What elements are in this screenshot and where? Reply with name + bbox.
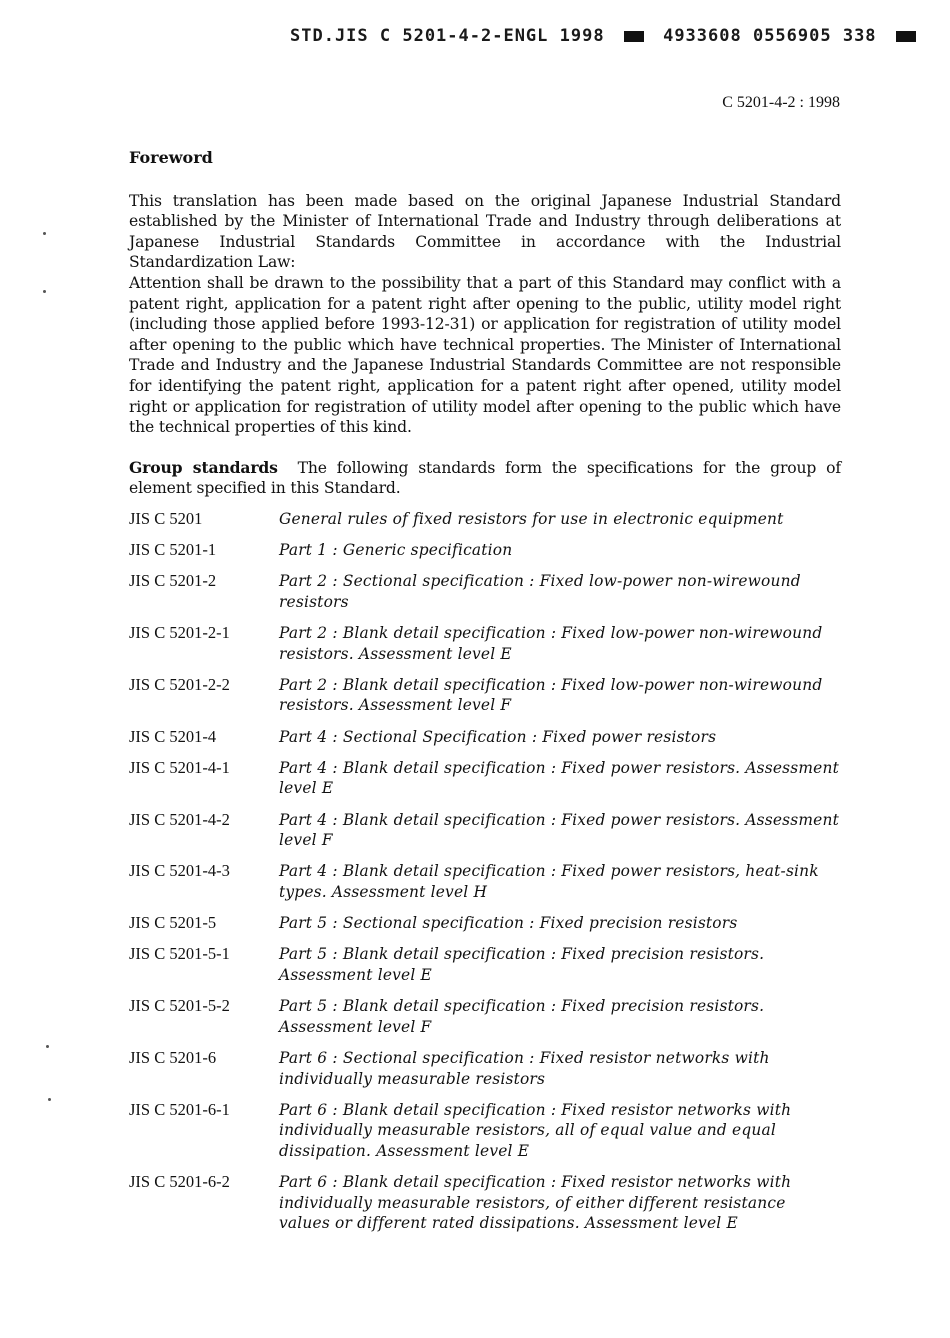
standard-code: JIS C 5201-2-1 [129, 623, 230, 643]
standard-code: JIS C 5201-5-2 [129, 996, 230, 1016]
group-standards-intro [129, 458, 841, 499]
standard-row [129, 509, 841, 530]
standard-title: Part 6 : Blank detail specification : Fixed resistor networks with individually measurable resistors, of either different resistance values or different rated dissipations. Assessment level E [279, 1173, 792, 1233]
standard-code: JIS C 5201-2 [129, 571, 217, 591]
standard-title: Part 4 : Sectional Specification : Fixed power resistors [279, 727, 717, 746]
standard-title: Part 6 : Blank detail specification : Fixed resistor networks with individually measurable resistors, all of equal value and equal dissipation. Assessment level E [279, 1100, 792, 1160]
foreword-paragraph-patent: Attention shall be drawn to the possibility that a part of this Standard may conflict with a patent right, application for a patent right after opening to the public, utility model right (including those applied before 1993-12-31) or application for registration of utility model after opening to the public which have technical properties. The Minister of International Trade and Industry and the Japanese Industrial Standards Committee are not responsible for identifying the patent right, application for a patent right after opened, utility model right or application for registration of utility model after opening to the public which have the technical properties of this kind. [129, 273, 841, 437]
group-standards-intro-text: The following standards form the specifications for the group of element specified in this Standard. [129, 458, 841, 498]
group-standards-label: Group standards [129, 457, 278, 477]
scan-speck [43, 290, 46, 293]
standard-title: Part 4 : Blank detail specification : Fixed power resistors. Assessment level F [279, 810, 839, 850]
standard-title: Part 5 : Blank detail specification : Fixed precision resistors. Assessment level F [279, 997, 765, 1036]
standard-code: JIS C 5201-4-2 [129, 809, 230, 829]
stamp-bar-mark [624, 31, 644, 42]
standard-title: Part 1 : Generic specification [279, 541, 513, 560]
standard-title: Part 2 : Blank detail specification : Fixed low-power non-wirewound resistors. Assessment level F [279, 675, 823, 715]
page-content [129, 148, 841, 1244]
standard-code: JIS C 5201-6 [129, 1047, 217, 1067]
standard-row [129, 758, 841, 799]
standard-title: Part 2 : Blank detail specification : Fixed low-power non-wirewound resistors. Assessment level E [279, 624, 823, 663]
standard-title: Part 5 : Blank detail specification : Fixed precision resistors. Assessment level E [279, 945, 765, 984]
standard-row [129, 1172, 841, 1234]
standard-row [129, 861, 841, 902]
standard-row [129, 675, 841, 716]
standard-row [129, 996, 841, 1037]
foreword-heading: Foreword [129, 148, 213, 167]
standard-row [129, 1048, 841, 1089]
scan-speck [46, 1045, 49, 1048]
standard-row [129, 1100, 841, 1162]
foreword-paragraph-translation: This translation has been made based on the original Japanese Industrial Standard established by the Minister of International Trade and Industry through deliberations at Japanese Industrial Standards Committee in accordance with the Industrial Standardization Law: [129, 191, 841, 272]
standard-row [129, 540, 841, 561]
standard-row [129, 810, 841, 851]
standard-code: JIS C 5201-2-2 [129, 674, 230, 694]
scan-speck [43, 232, 46, 235]
standard-code: JIS C 5201-5-1 [129, 944, 230, 964]
standard-row [129, 727, 841, 748]
standard-title: Part 4 : Blank detail specification : Fixed power resistors. Assessment level E [279, 758, 839, 798]
standard-code: JIS C 5201-4-1 [129, 757, 230, 777]
scan-speck [48, 1098, 51, 1101]
standard-row [129, 944, 841, 985]
standard-code: JIS C 5201-6-1 [129, 1099, 230, 1119]
scan-header-stamp [290, 26, 924, 46]
standards-list [129, 509, 841, 1234]
document-id: C 5201-4-2 : 1998 [722, 94, 840, 111]
standard-code: JIS C 5201-6-2 [129, 1172, 230, 1192]
standard-code: JIS C 5201-5 [129, 913, 217, 933]
standard-code: JIS C 5201 [129, 508, 203, 528]
standard-row [129, 571, 841, 612]
standard-code: JIS C 5201-4-3 [129, 861, 230, 881]
standard-code: JIS C 5201-1 [129, 540, 217, 560]
stamp-left-text: STD.JIS C 5201-4-2-ENGL 1998 [290, 26, 605, 46]
standard-title: General rules of fixed resistors for use in electronic equipment [279, 509, 784, 528]
standard-title: Part 2 : Sectional specification : Fixed low-power non-wirewound resistors [279, 572, 801, 611]
standard-row [129, 623, 841, 664]
standard-title: Part 4 : Blank detail specification : Fixed power resistors, heat-sink types. Assessment level H [279, 862, 819, 901]
standard-title: Part 5 : Sectional specification : Fixed precision resistors [279, 914, 738, 933]
stamp-right-text: 4933608 0556905 338 [663, 26, 877, 46]
standard-row [129, 913, 841, 934]
standard-code: JIS C 5201-4 [129, 726, 217, 746]
stamp-bar-mark-end [896, 31, 916, 42]
standard-title: Part 6 : Sectional specification : Fixed resistor networks with individually measurable resistors [279, 1048, 770, 1088]
